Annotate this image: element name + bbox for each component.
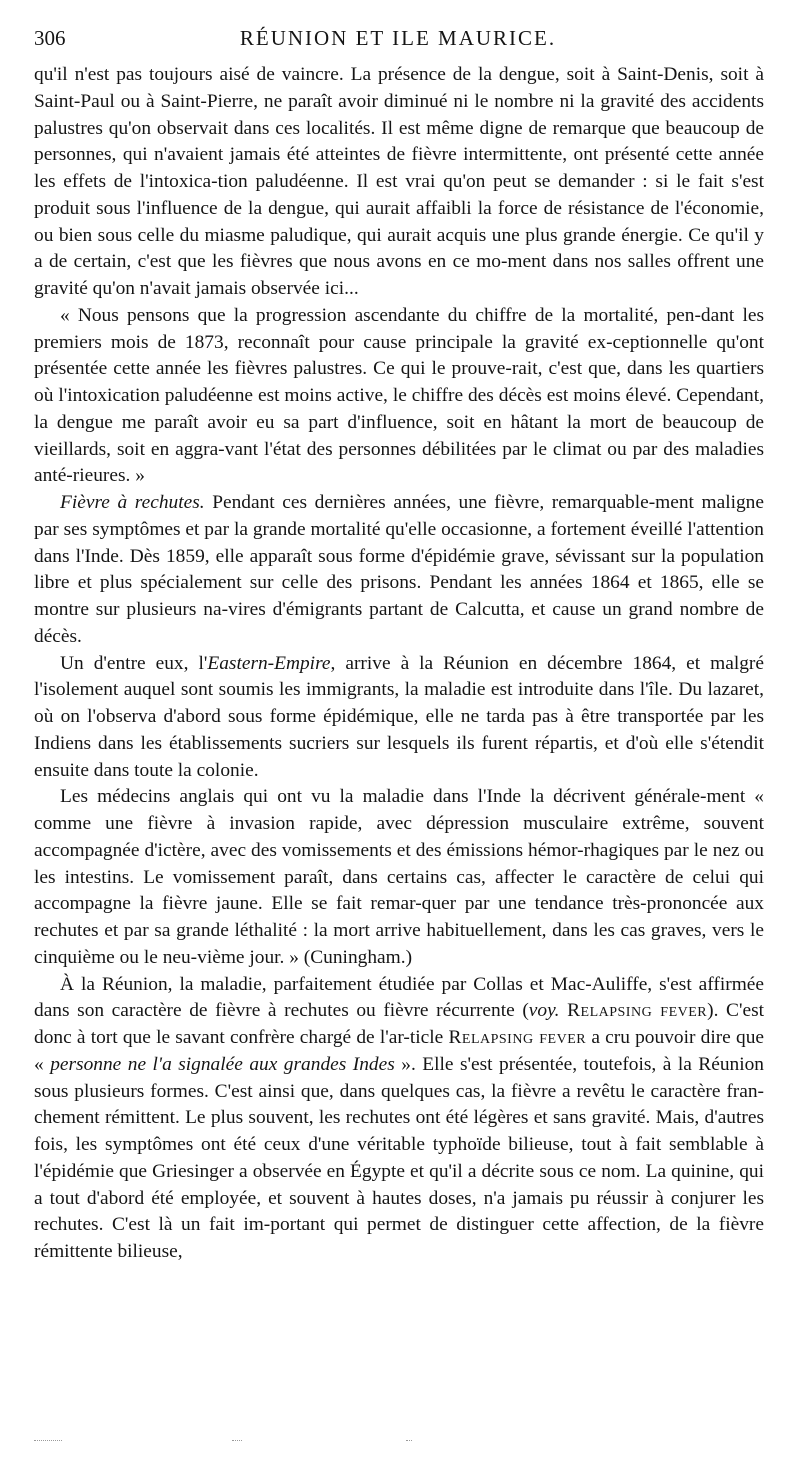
footer-scan-marks: [34, 1440, 764, 1452]
running-header: [34, 26, 762, 56]
ship-name-italic: Eastern-Empire: [207, 652, 331, 674]
paragraph-dengue-continuation: [34, 62, 764, 303]
paragraph-text: ). C'est donc à tort que le savant confrère chargé de l'ar-ticle: [34, 1000, 764, 1048]
footer-dots-right: [406, 1440, 412, 1441]
paragraph-mortality-quote: [34, 303, 764, 490]
paragraph-text: , arrive à la Réunion en décembre 1864, et malgré l'isolement auquel sont soumis les immigrants, la maladie est introduite dans l'île. Du lazaret, où on l'observa d'abord sous forme épidémique, elle ne tarda pas à être transportée par les Indiens dans les établissements sucriers sur lesquels ils furent répartis, et d'où elle s'étendit ensuite dans toute la colonie.: [34, 652, 764, 781]
page-number: 306: [34, 26, 66, 50]
cross-reference-voy: voy.: [528, 1000, 560, 1022]
paragraph-reunion-forms: [34, 972, 764, 1266]
article-title-relapsing-fever: Relapsing fever: [448, 1027, 587, 1048]
paragraph-text: Un d'entre eux, l': [60, 652, 208, 674]
paragraph-text: ». Elle s'est présentée, toutefois, à la Réunion sous plusieurs formes. C'est ainsi que, dans quelques cas, la fièvre a revêtu le caractère fran-chement rémittent. Le plus souvent, les rechutes ont été légères et sans gravité. Mais, d'autres fois, les symptômes ont été ceux d'une véritable typhoïde bilieuse, tout à fait semblable à l'épidémie que Griesinger a observée en Égypte et qu'il a décrite sous ce nom. La quinine, qui a tout d'abord été employée, et souvent à hautes doses, n'a jamais pu réussir à conjurer les rechutes. C'est là un fait im-portant qui permet de distinguer cette affection, de la fièvre rémittente bilieuse,: [34, 1053, 764, 1262]
paragraph-text: Pendant ces dernières années, une fièvre, remarquable-ment maligne par ses symptômes et par la grande mortalité qu'elle occasionne, a fortement éveillé l'attention dans l'Inde. Dès 1859, elle apparaît sous forme d'épidémie grave, sévissant sur la population libre et plus spécialement sur celle des prisons. Pendant les années 1864 et 1865, elle se montre sur plusieurs na-vires d'émigrants partant de Calcutta, et cause un grand nombre de décès.: [34, 492, 764, 647]
paragraph-text: qu'il n'est pas toujours aisé de vaincre. La présence de la dengue, soit à Saint-Denis, soit à Saint-Paul ou à Saint-Pierre, ne paraît avoir diminué ni le nombre ni la gravité des accidents palustres qu'on observait dans ces localités. Il est même digne de remarque que beaucoup de personnes, qui n'avaient jamais été atteintes de fièvre intermittente, ont présenté cette année les effets de l'intoxica-tion paludéenne. Il est vrai qu'on peut se demander : si le fait s'est produit sous l'influence de la dengue, qui aurait affaibli la force de résistance de l'économie, ou bien sous celle du miasme paludique, qui aurait acquis une plus grande énergie. Ce qu'il y a de certain, c'est que les fièvres que nous avons en ce mo-ment dans nos salles offrent une gravité qu'on n'avait jamais observée ici...: [34, 64, 764, 299]
footer-dots-left: [34, 1440, 62, 1441]
paragraph-text: À la Réunion, la maladie, parfaitement étudiée par Collas et Mac-Auliffe, s'est affirmée dans son caractère de fièvre à rechutes ou fièvre récurrente (: [34, 973, 764, 1022]
paragraph-text: Les médecins anglais qui ont vu la maladie dans l'Inde la décrivent générale-ment « comme une fièvre à invasion rapide, avec dépression musculaire extrême, souvent accompagnée d'ictère, avec des vomissements et des émissions hémor-rhagiques par le nez ou les intestins. Le vomissement paraît, dans certains cas, affecter le caractère de celui qui accompagne la fièvre jaune. Elle se fait remar-quer par une tendance très-prononcée aux rechutes et par sa grande léthalité : la mort arrive habituellement, dans les cas graves, vers le cinquième ou le neu-vième jour. » (Cuningham.): [34, 786, 764, 968]
body-text: [34, 62, 764, 1266]
cross-reference-relapsing-fever: Relapsing fever: [567, 1000, 708, 1022]
paragraph-text: [559, 1000, 567, 1021]
paragraph-eastern-empire: [34, 651, 764, 785]
paragraph-english-doctors: [34, 784, 764, 971]
quoted-claim-italic: personne ne l'a signalée aux grandes Indes: [50, 1053, 395, 1075]
paragraph-text: « Nous pensons que la progression ascendante du chiffre de la mortalité, pen-dant les premiers mois de 1873, reconnaît pour cause principale la gravité ex-ceptionnelle qu'ont présentée cette année les fièvres palustres. Ce qui le prouve-rait, c'est que, dans les quartiers où l'intoxication paludéenne est moins active, le chiffre des décès est moins élevé. Cependant, la dengue me paraît avoir eu sa part d'influence, soit en hâtant la mort de beaucoup de vieillards, soit en aggra-vant l'état des personnes débilitées par le climat ou par des maladies anté-rieures. »: [34, 304, 764, 487]
footer-dots-middle: [232, 1440, 242, 1441]
running-title: RÉUNION ET ILE MAURICE.: [239, 26, 557, 50]
paragraph-relapsing-fever: [34, 490, 764, 651]
section-heading-italic: Fièvre à rechutes.: [60, 492, 205, 513]
paragraph-text: a cru pouvoir dire que «: [34, 1027, 764, 1075]
